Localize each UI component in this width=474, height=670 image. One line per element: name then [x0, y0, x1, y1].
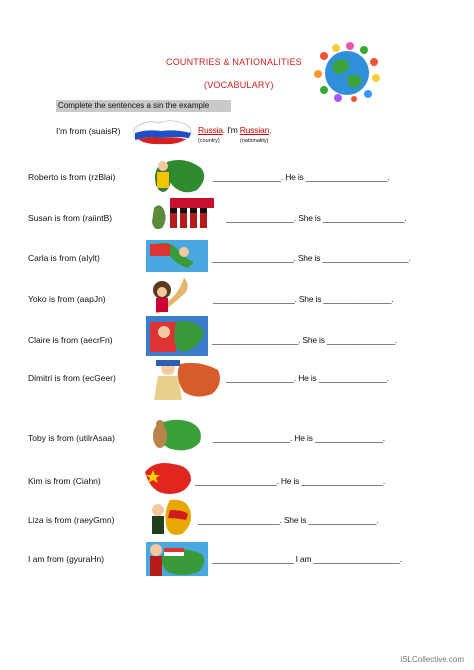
row-7-mid: . He is — [289, 433, 315, 443]
brazil-picture — [147, 156, 209, 194]
row-3-end: . — [408, 253, 411, 263]
example-prompt: I'm from (suaisR) — [56, 126, 121, 136]
row-6-country-blank[interactable]: _______________ — [226, 373, 294, 383]
row-9-mid: . She is — [279, 515, 309, 525]
row-7-end: . — [382, 433, 385, 443]
china-picture — [141, 460, 193, 496]
row-3-country-blank[interactable]: __________________ — [212, 253, 294, 263]
japan-picture — [144, 276, 196, 316]
row-3-nationality-blank[interactable]: ___________________ — [322, 253, 409, 263]
row-7-country-blank[interactable]: _________________ — [213, 433, 290, 443]
france-picture — [146, 316, 208, 356]
row-10-prompt: I am from (gyuraHn) — [28, 554, 105, 564]
row-4-nationality-blank[interactable]: _______________ — [323, 294, 392, 304]
row-2-nationality-blank[interactable]: __________________ — [322, 213, 405, 223]
row-9-prompt: Liza is from (raeyGmn) — [28, 515, 115, 525]
row-2-prompt: Susan is from (raiintB) — [28, 213, 113, 223]
row-10-country-blank[interactable]: __________________ — [212, 554, 294, 564]
row-5-mid: . She is — [298, 335, 327, 345]
italy-picture — [146, 240, 208, 272]
row-9-nationality-blank[interactable]: _______________ — [308, 515, 377, 525]
row-6-end: . — [386, 373, 389, 383]
instruction-bar: Complete the sentences a sin the example — [56, 100, 231, 112]
britain-picture — [150, 196, 222, 232]
worksheet-subtitle: (VOCABULARY) — [204, 80, 274, 90]
germany-picture — [146, 496, 196, 538]
example-end: . — [269, 125, 272, 135]
row-4-end: . — [391, 294, 394, 304]
row-8-mid: . He is — [276, 476, 302, 486]
row-6-mid: . He is — [293, 373, 319, 383]
row-4-mid: . She is — [294, 294, 324, 304]
row-5-end: . — [394, 335, 398, 345]
example-separator: . I'm — [222, 125, 240, 135]
row-10-nationality-blank[interactable]: ___________________ — [313, 554, 400, 564]
row-8-nationality-blank[interactable]: __________________ — [301, 476, 383, 486]
row-9-end: . — [376, 515, 379, 525]
footer-watermark: iSLCollective.com — [400, 655, 464, 664]
row-7-nationality-blank[interactable]: _______________ — [314, 433, 383, 443]
row-1-end: . — [387, 172, 390, 182]
row-2-end: . — [404, 213, 407, 223]
globe-picture — [314, 42, 380, 102]
country-caption: (country) — [198, 138, 220, 144]
row-5-country-blank[interactable]: ___________________ — [212, 335, 299, 345]
row-9-country-blank[interactable]: __________________ — [198, 515, 280, 525]
worksheet-title: COUNTRIES & NATIONALITIES — [166, 57, 302, 67]
row-4-prompt: Yoko is from (aapJn) — [28, 294, 106, 304]
row-5-prompt: Claire is from (aecrFn) — [28, 335, 113, 345]
row-8-end: . — [382, 476, 386, 486]
row-6-prompt: Dimitri is from (ecGeer) — [28, 373, 116, 383]
hungary-picture — [146, 538, 208, 580]
row-2-mid: . She is — [293, 213, 323, 223]
greece-picture — [150, 356, 224, 404]
row-1-country-blank[interactable]: _______________ — [213, 172, 281, 182]
row-6-nationality-blank[interactable]: _______________ — [318, 373, 387, 383]
nationality-caption: (nationality) — [240, 138, 269, 144]
example-country-answer: Russia — [198, 125, 223, 135]
row-1-prompt: Roberto is from (rzBlai) — [28, 172, 116, 182]
row-4-country-blank[interactable]: __________________ — [213, 294, 295, 304]
row-10-mid: I am — [293, 554, 314, 564]
row-8-prompt: Kim is from (Ciahn) — [28, 476, 101, 486]
example-nationality-answer: Russian — [239, 125, 270, 135]
russia-picture — [132, 117, 194, 149]
row-2-country-blank[interactable]: _______________ — [226, 213, 294, 223]
row-1-nationality-blank[interactable]: __________________ — [305, 172, 388, 182]
row-5-nationality-blank[interactable]: _______________ — [326, 335, 395, 345]
row-10-end: . — [399, 554, 402, 564]
row-8-country-blank[interactable]: __________________ — [195, 476, 277, 486]
row-3-mid: . She is — [293, 253, 323, 263]
row-3-prompt: Carla is from (aIylt) — [28, 253, 100, 263]
row-1-mid: . He is — [280, 172, 306, 182]
row-7-prompt: Toby is from (utilrAsaa) — [28, 433, 115, 443]
australia-picture — [146, 416, 208, 452]
